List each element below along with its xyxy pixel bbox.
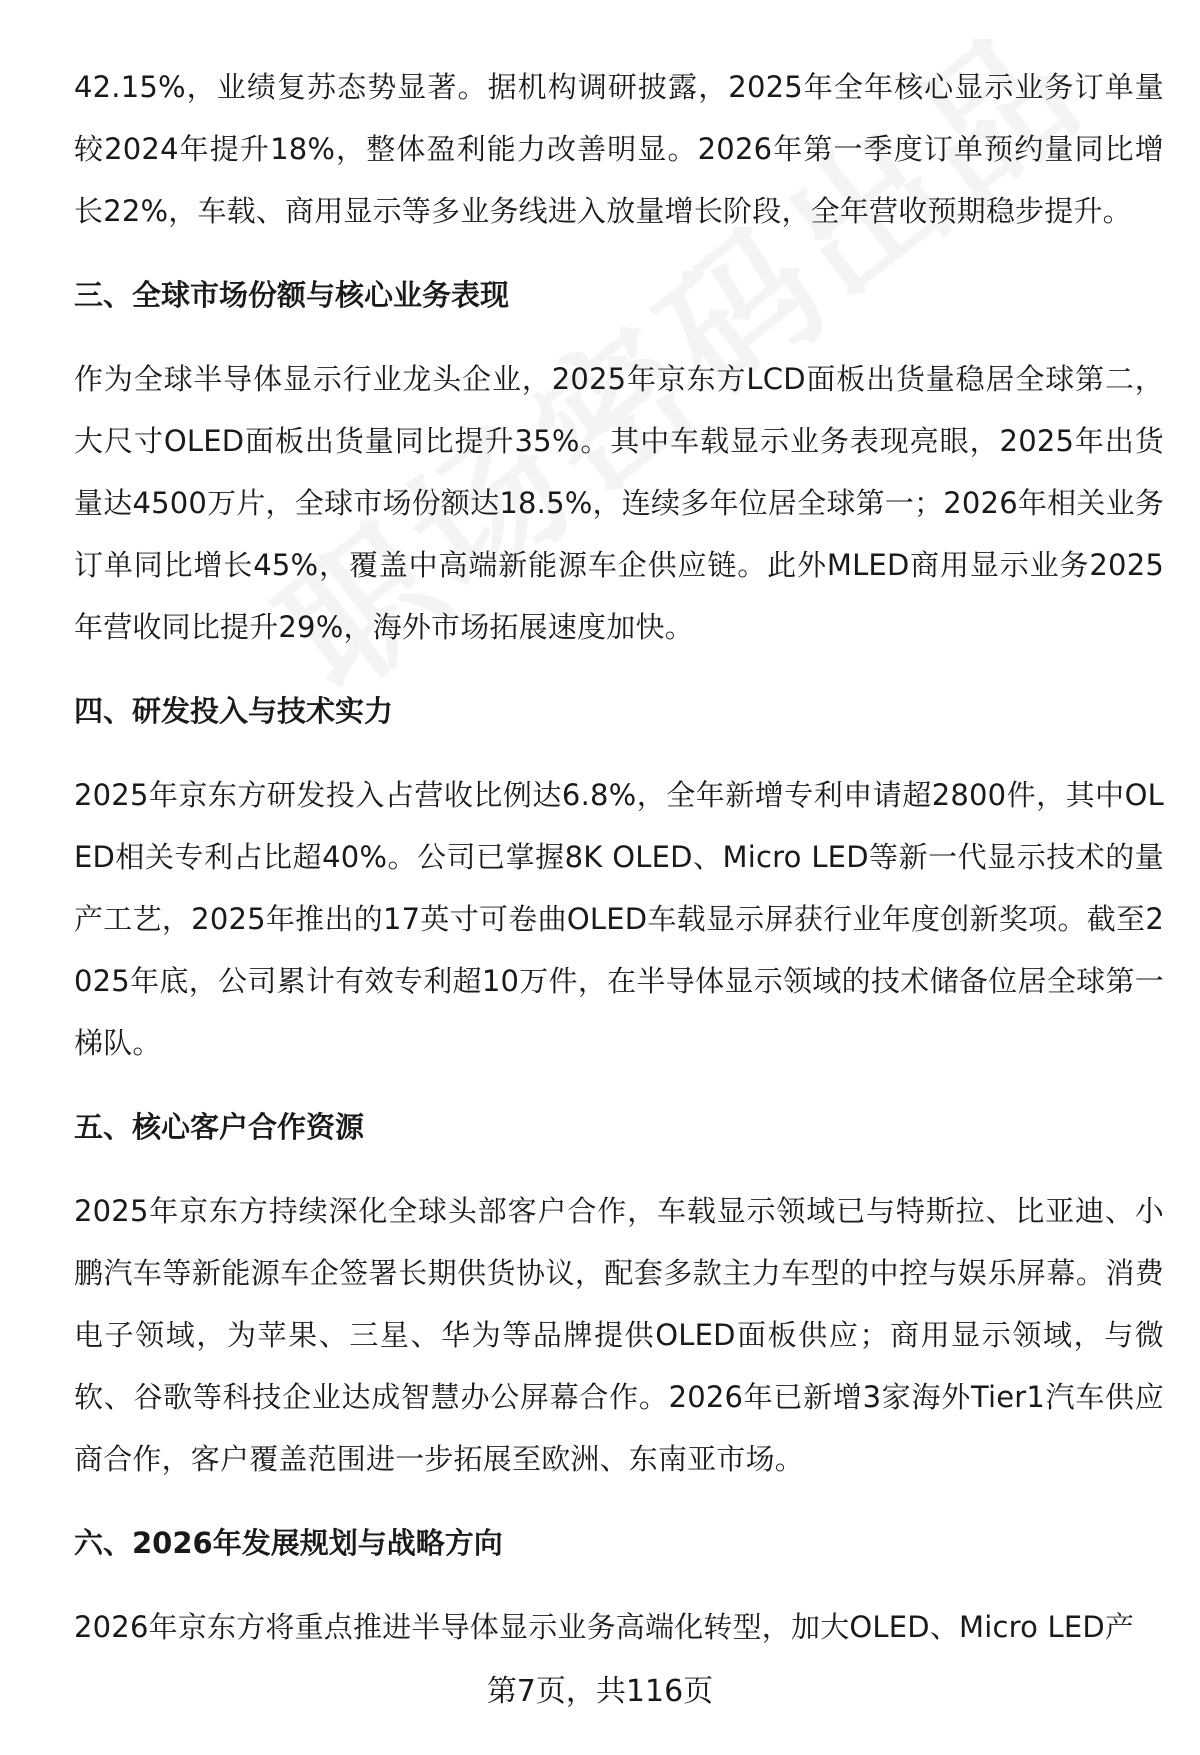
section-heading-market: 三、全球市场份额与核心业务表现 <box>74 278 510 312</box>
intro-paragraph: 42.15%，业绩复苏态势显著。据机构调研披露，2025年全年核心显示业务订单量较2024年提升18%，整体盈利能力改善明显。2026年第一季度订单预约量同比增长22%，车载、商用显示等多业务线进入放量增长阶段，全年营收预期稳步提升。 <box>74 70 1164 228</box>
section-heading-customers: 五、核心客户合作资源 <box>74 1110 365 1144</box>
section-body-market: 作为全球半导体显示行业龙头企业，2025年京东方LCD面板出货量稳居全球第二，大尺寸OLED面板出货量同比提升35%。其中车载显示业务表现亮眼，2025年出货量达4500万片，全球市场份额达18.5%，连续多年位居全球第一；2026年相关业务订单同比增长45%，覆盖中高端新能源车企供应链。此外MLED商用显示业务2025年营收同比提升29%，海外市场拓展速度加快。 <box>74 362 1164 644</box>
section-body-plan: 2026年京东方将重点推进半导体显示业务高端化转型，加大OLED、Micro LED产 <box>74 1610 1135 1644</box>
section-heading-rnd: 四、研发投入与技术实力 <box>74 694 394 728</box>
section-body-customers: 2025年京东方持续深化全球头部客户合作，车载显示领域已与特斯拉、比亚迪、小鹏汽车等新能源车企签署长期供货协议，配套多款主力车型的中控与娱乐屏幕。消费电子领域，为苹果、三星、华为等品牌提供OLED面板供应；商用显示领域，与微软、谷歌等科技企业达成智慧办公屏幕合作。2026年已新增3家海外Tier1汽车供应商合作，客户覆盖范围进一步拓展至欧洲、东南亚市场。 <box>74 1194 1164 1476</box>
section-heading-plan: 六、2026年发展规划与战略方向 <box>74 1526 503 1560</box>
section-body-rnd: 2025年京东方研发投入占营收比例达6.8%，全年新增专利申请超2800件，其中OLED相关专利占比超40%。公司已掌握8K OLED、Micro LED等新一代显示技术的量产工艺，2025年推出的17英寸可卷曲OLED车载显示屏获行业年度创新奖项。截至2025年底，公司累计有效专利超10万件，在半导体显示领域的技术储备位居全球第一梯队。 <box>74 778 1164 1060</box>
document-content <box>74 56 1164 1658</box>
page-number-footer: 第7页，共116页 <box>486 1674 714 1709</box>
